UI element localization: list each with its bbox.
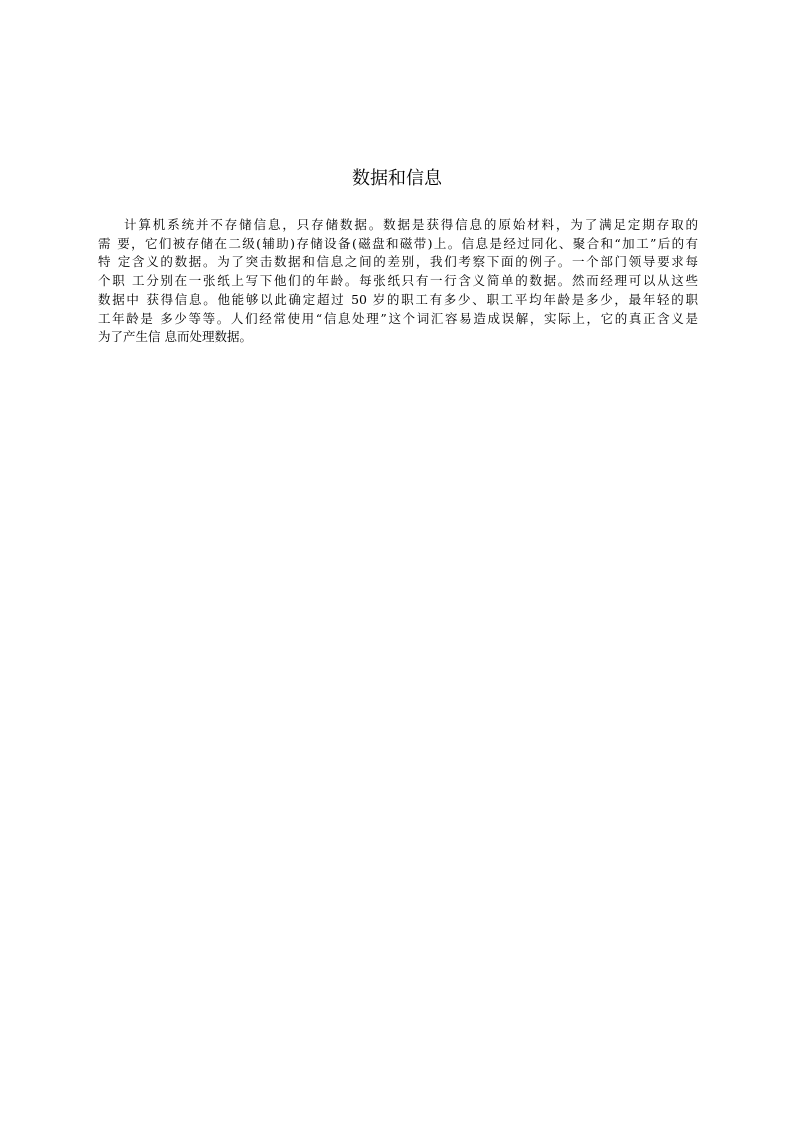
paragraph-line: 需 要，它们被存储在二级(辅助)存储设备(磁盘和磁带)上。信息是经过同化、聚合和“加工”后的有 <box>98 235 698 251</box>
body-paragraph <box>98 216 698 347</box>
document-title: 数据和信息 <box>352 168 442 189</box>
paragraph-line: 个职 工分别在一张纸上写下他们的年龄。每张纸只有一行含义简单的数据。然而经理可以从这些 <box>98 273 698 289</box>
paragraph-line: 数据中 获得信息。他能够以此确定超过 50 岁的职工有多少、职工平均年龄是多少，最年轻的职 <box>98 291 698 307</box>
paragraph-line: 计算机系统并不存储信息，只存储数据。数据是获得信息的原始材料，为了满足定期存取的 <box>124 217 698 232</box>
paragraph-line: 为了产生信 息而处理数据。 <box>98 329 252 345</box>
paragraph-line: 特 定含义的数据。为了突击数据和信息之间的差别，我们考察下面的例子。一个部门领导要求每 <box>98 254 698 270</box>
paragraph-line: 工年龄是 多少等等。人们经常使用“信息处理”这个词汇容易造成误解，实际上，它的真正含义是 <box>98 310 698 326</box>
